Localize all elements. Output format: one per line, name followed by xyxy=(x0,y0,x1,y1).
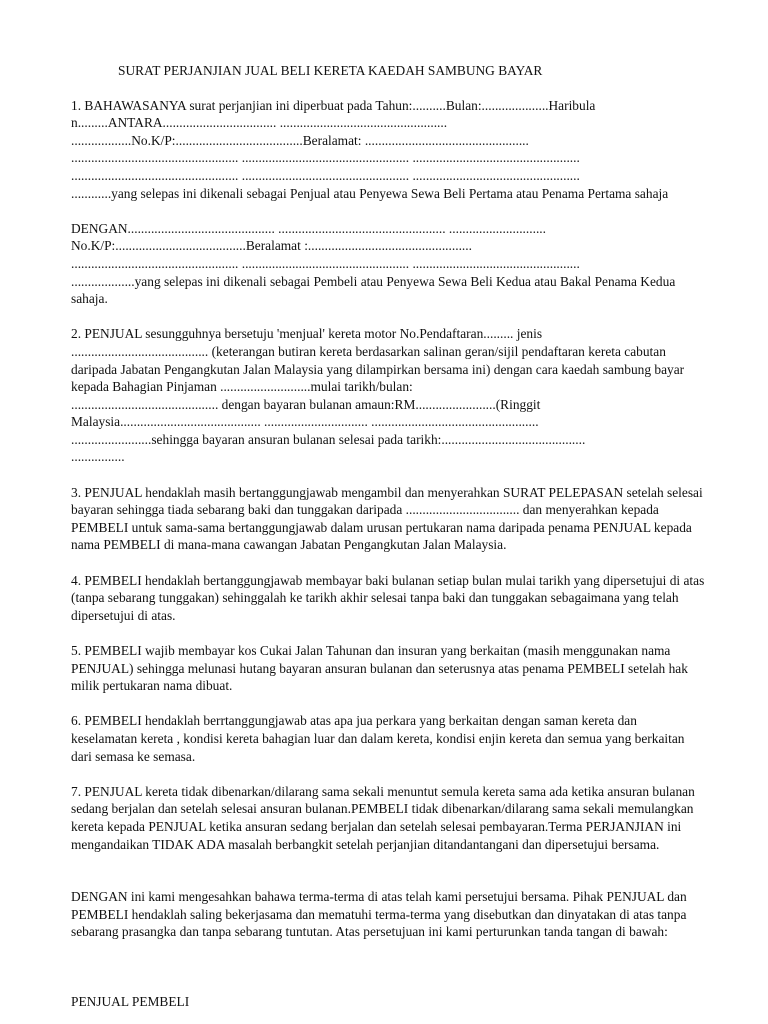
clause-1-line-5: .................................................. .................................................. .................................................. xyxy=(71,167,580,183)
clause-2-line-4: Malaysia.......................................... ............................... .................................................. xyxy=(71,414,539,430)
buyer-line-4: ...................yang selepas ini dikenali sebagai Pembeli atau Penyewa Sewa Beli Kedua atau Bakal Penama Kedua sahaja. xyxy=(71,273,676,307)
clause-5: 5. PEMBELI wajib membayar kos Cukai Jalan Tahunan dan insuran yang berkaitan (masih menggunakan nama PENJUAL) sehingga melunasi hutang bayaran ansuran bulanan dan seterusnya atas penama PEMBELI setelah hak milik pertukaran nama dibuat. xyxy=(71,643,688,694)
clause-2-line-3: ............................................ dengan bayaran bulanan amaun:RM........................(Ringgit xyxy=(71,396,541,412)
clause-1-seller xyxy=(71,97,705,203)
clause-2 xyxy=(71,325,705,466)
document-page xyxy=(71,62,705,1011)
clause-2-line-6: ................ xyxy=(71,449,125,465)
clause-7: 7. PENJUAL kereta tidak dibenarkan/dilarang sama sekali menuntut semula kereta sama ada ketika ansuran bulanan sedang berjalan dan setelah selesai ansuran bulanan.PEMBELI tidak dibenarkan/dilarang sama sekali memulangkan kereta kepada PENJUAL ketika ansuran sedang berjalan dan setelah selesai pembayaran.Terma PERJANJIAN ini mengandaikan TIDAK ADA masalah berbangkit setelah perjanjian ditandantangani dan dipersetujui bersama. xyxy=(71,783,695,852)
clause-3: 3. PENJUAL hendaklah masih bertanggungjawab mengambil dan menyerahkan SURAT PELEPASAN setelah selesai bayaran sehingga tiada sebarang baki dan tunggakan daripada .................................. dan menyerahkan kepada PEMBELI untuk sama-sama bertanggungjawab dalam urusan pertukaran nama daripada penama PENJUAL kepada nama PEMBELI di mana-mana cawangan Jabatan Pengangkutan Jalan Malaysia. xyxy=(71,484,703,553)
clause-6: 6. PEMBELI hendaklah berrtanggungjawab atas apa jua perkara yang berkaitan dengan saman kereta dan keselamatan kereta , kondisi kereta bahagian luar dan dalam kereta, kondisi enjin kereta dan semua yang berkaitan dari semasa ke semasa. xyxy=(71,713,685,764)
clause-1-line-2: n.........ANTARA.................................. .................................................. xyxy=(71,115,448,131)
clause-2-line-5: ........................sehingga bayaran ansuran bulanan selesai pada tarikh:........................................... xyxy=(71,431,586,447)
closing-statement: DENGAN ini kami mengesahkan bahawa terma-terma di atas telah kami persetujui bersama. Pihak PENJUAL dan PEMBELI hendaklah saling bekerjasama dan mematuhi terma-terma yang disebutkan dan dinyatakan di atas tanpa sebarang prasangka dan tanpa sebarang tuntutan. Atas persetujuan ini kami perturunkan tanda tangan di bawah: xyxy=(71,889,687,940)
clause-1-line-3: ..................No.K/P:......................................Beralamat: ................................................. xyxy=(71,132,529,148)
buyer-line-1: DENGAN............................................ .................................................. ............................. xyxy=(71,220,546,236)
clause-1-line-4: .................................................. .................................................. .................................................. xyxy=(71,150,580,166)
buyer-line-2: No.K/P:.......................................Beralamat :................................................. xyxy=(71,238,472,254)
document-title: SURAT PERJANJIAN JUAL BELI KERETA KAEDAH SAMBUNG BAYAR xyxy=(118,63,543,78)
clause-1-buyer xyxy=(71,220,705,308)
clause-2-line-1: 2. PENJUAL sesungguhnya bersetuju 'menjual' kereta motor No.Pendaftaran......... jenis xyxy=(71,326,543,342)
buyer-line-3: .................................................. .................................................. .................................................. xyxy=(71,255,580,271)
clause-1-line-6: ............yang selepas ini dikenali sebagai Penjual atau Penyewa Sewa Beli Pertama atau Penama Pertama sahaja xyxy=(71,185,669,201)
clause-4: 4. PEMBELI hendaklah bertanggungjawab membayar baki bulanan setiap bulan mulai tarikh yang dipersetujui di atas (tanpa sebarang tunggakan) sehinggalah ke tarikh akhir selesai tanpa baki dan tunggakan sebagaimana yang telah dipersetujui di atas. xyxy=(71,572,705,623)
clause-2-line-2: ......................................... (keterangan butiran kereta berdasarkan salinan geran/sijil pendaftaran kereta cabutan daripada Jabatan Pengangkutan Jalan Malaysia yang dilampirkan bersama ini) dengan cara kaedah sambung bayar kepada Bahagian Pinjaman ...........................mulai tarikh/bulan: xyxy=(71,343,685,395)
clause-1-line-1: 1. BAHAWASANYA surat perjanjian ini diperbuat pada Tahun:..........Bulan:....................Haribula xyxy=(71,97,596,113)
signature-labels: PENJUAL PEMBELI xyxy=(71,993,190,1009)
